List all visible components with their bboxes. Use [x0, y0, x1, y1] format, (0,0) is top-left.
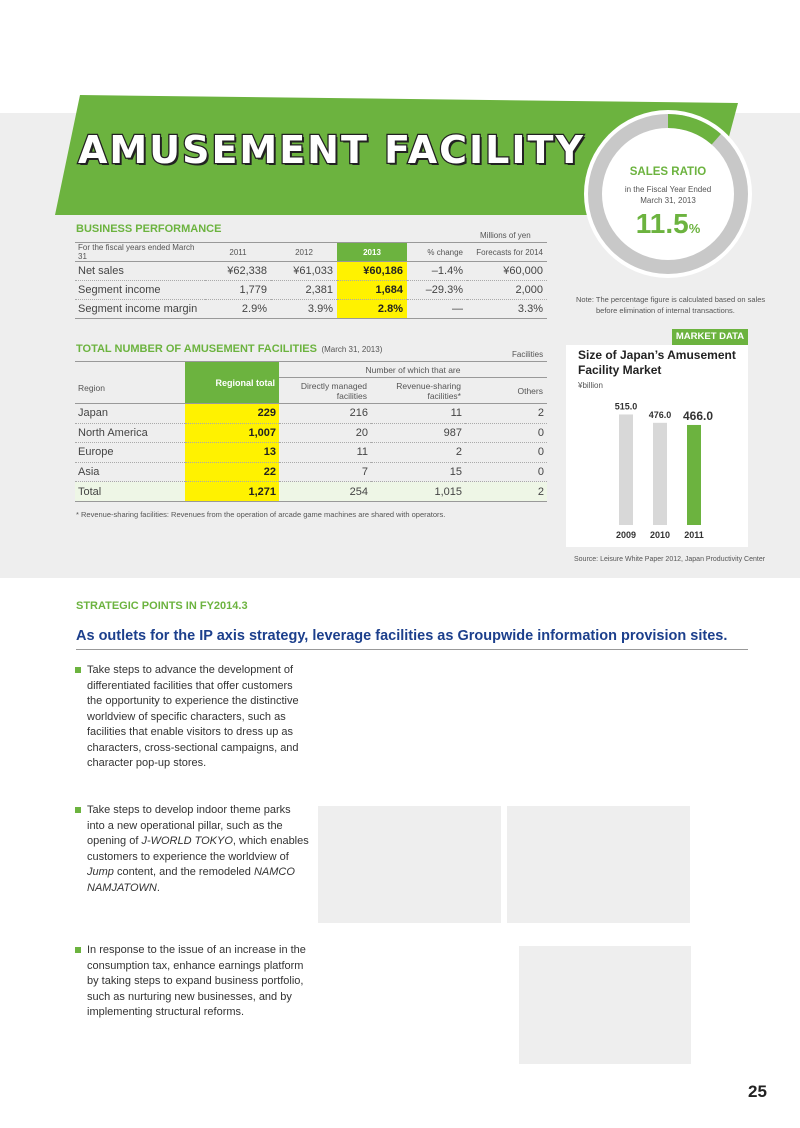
facilities-footnote: * Revenue-sharing facilities: Revenues from the operation of arcade game machines are shared with operators.	[76, 510, 446, 519]
bullet-italic: NAMCO NAMJATOWN	[87, 866, 295, 894]
header-revenue-sharing: Revenue-sharing facilities*	[371, 378, 465, 404]
market-title-1: Size of Japan’s Amusement	[578, 348, 736, 362]
cell: 2.9%	[205, 300, 271, 319]
cell: Total	[75, 482, 185, 502]
bullet-text: In response to the issue of an increase in the consumption tax, enhance earnings platform by taking steps to expand business portfolio, such as nurturing new businesses, and by implementing structural reforms.	[87, 944, 306, 1018]
bar-2009	[619, 414, 633, 525]
tick-label-2009: 2009	[615, 530, 637, 540]
cell: 7	[279, 462, 371, 482]
table-row	[75, 262, 547, 281]
cell: 2,381	[271, 281, 337, 300]
cell: 0	[465, 443, 547, 463]
table-row	[75, 404, 547, 424]
bullet-text: , which enables customers to experience the worldview of	[87, 835, 309, 863]
cell: 1,684	[337, 281, 407, 300]
header-cell: Forecasts for 2014	[467, 243, 547, 262]
table-header-row	[75, 243, 547, 262]
cell: –1.4%	[407, 262, 467, 281]
header-others: Others	[465, 378, 547, 404]
facilities-title: TOTAL NUMBER OF AMUSEMENT FACILITIES	[76, 343, 317, 355]
cell: 11	[279, 443, 371, 463]
sales-ratio-note-2: before elimination of internal transactions.	[596, 306, 735, 315]
tick-label-2010: 2010	[649, 530, 671, 540]
table-row	[75, 281, 547, 300]
value-label-2009: 515.0	[614, 401, 638, 412]
header-cell: 2012	[271, 243, 337, 262]
value-label-2010: 476.0	[648, 409, 672, 420]
header-regional-total: Regional total	[185, 362, 279, 404]
cell: ¥60,000	[467, 262, 547, 281]
cell: Segment income	[75, 281, 205, 300]
business-performance-unit: Millions of yen	[480, 231, 531, 240]
sales-ratio-ring	[582, 108, 754, 280]
table-row	[75, 423, 547, 443]
table-row	[75, 300, 547, 319]
bullet-square-icon	[75, 947, 81, 953]
cell: 0	[465, 423, 547, 443]
cell: 22	[185, 462, 279, 482]
cell: —	[407, 300, 467, 319]
tick-label-2011: 2011	[684, 530, 704, 540]
cell: ¥60,186	[337, 262, 407, 281]
cell: 229	[185, 404, 279, 424]
strategic-heading: STRATEGIC POINTS IN FY2014.3	[76, 600, 248, 612]
bullet-italic: J-WORLD TOKYO	[141, 835, 233, 847]
cell: Europe	[75, 443, 185, 463]
header-cell: % change	[407, 243, 467, 262]
sales-ratio-note-1: Note: The percentage figure is calculated based on sales	[576, 295, 766, 304]
cell: 2	[465, 482, 547, 502]
facilities-heading	[76, 339, 382, 357]
sales-ratio-value	[568, 208, 768, 240]
facilities-unit: Facilities	[512, 350, 544, 359]
bullet-text: Take steps to develop indoor theme parks into a new operational pillar, such as the opening of	[87, 804, 291, 847]
photo-placeholder	[519, 946, 691, 1064]
cell: 11	[371, 404, 465, 424]
header-direct: Directly managed facilities	[279, 378, 371, 404]
page-number: 25	[748, 1082, 767, 1101]
cell: 2	[371, 443, 465, 463]
cell: Japan	[75, 404, 185, 424]
bullet-item-2	[87, 803, 309, 896]
bullet-item-3	[87, 943, 309, 1021]
market-source: Source: Leisure White Paper 2012, Japan Productivity Center	[574, 556, 766, 563]
market-title-2: Facility Market	[578, 363, 662, 377]
cell: 1,015	[371, 482, 465, 502]
bullet-text: content, and the remodeled	[113, 866, 254, 878]
header-cell: For the fiscal years ended March 31	[75, 243, 205, 262]
page-title: AMUSEMENT FACILITY	[78, 128, 585, 172]
cell: Segment income margin	[75, 300, 205, 319]
bar-2011	[687, 425, 701, 525]
cell: 3.3%	[467, 300, 547, 319]
photo-placeholder	[507, 806, 690, 923]
market-data-tag: MARKET DATA	[672, 329, 748, 345]
cell: Asia	[75, 462, 185, 482]
facilities-date: (March 31, 2013)	[321, 345, 383, 354]
bullet-italic: Jump	[87, 866, 114, 878]
cell: 254	[279, 482, 371, 502]
table-row	[75, 443, 547, 463]
bullet-item-1	[87, 663, 309, 772]
cell: 20	[279, 423, 371, 443]
cell: 1,007	[185, 423, 279, 443]
table-total-row	[75, 482, 547, 502]
sales-ratio-label: SALES RATIO	[629, 166, 707, 178]
cell: 1,271	[185, 482, 279, 502]
cell: 15	[371, 462, 465, 482]
sales-ratio-unit: %	[688, 221, 701, 236]
cell: 0	[465, 462, 547, 482]
cell: 2,000	[467, 281, 547, 300]
bullet-text: Take steps to advance the development of differentiated facilities that offer customers the opportunity to experience the distinctive worldview of specific characters, such as facilities that enable visitors to dress up as characters, cross-sectional campaigns, and character pop-up stores.	[87, 664, 299, 769]
sales-ratio-period-1: in the Fiscal Year Ended	[624, 185, 712, 194]
market-unit: ¥billion	[578, 381, 603, 390]
cell: Net sales	[75, 262, 205, 281]
cell: 2.8%	[337, 300, 407, 319]
cell: 13	[185, 443, 279, 463]
sales-ratio-period-2: March 31, 2013	[640, 196, 696, 205]
cell: 987	[371, 423, 465, 443]
bullet-square-icon	[75, 807, 81, 813]
strategic-subheading: As outlets for the IP axis strategy, leverage facilities as Groupwide information provision sites.	[76, 628, 728, 644]
sales-ratio-number: 11.5	[635, 208, 689, 239]
cell: 2	[465, 404, 547, 424]
table-header-row	[75, 362, 547, 378]
facilities-table	[75, 361, 547, 502]
cell: –29.3%	[407, 281, 467, 300]
photo-placeholder	[318, 806, 501, 923]
header-region: Region	[75, 362, 185, 404]
value-label-2011: 466.0	[682, 408, 714, 423]
cell: North America	[75, 423, 185, 443]
table-row	[75, 462, 547, 482]
cell: ¥61,033	[271, 262, 337, 281]
cell: ¥62,338	[205, 262, 271, 281]
bullet-text: .	[156, 881, 160, 894]
bar-2010	[653, 423, 667, 525]
cell: 1,779	[205, 281, 271, 300]
business-performance-heading: BUSINESS PERFORMANCE	[76, 223, 222, 235]
cell: 216	[279, 404, 371, 424]
header-cell: 2011	[205, 243, 271, 262]
cell: 3.9%	[271, 300, 337, 319]
business-performance-table	[75, 242, 547, 319]
header-cell: 2013	[337, 243, 407, 262]
bullet-square-icon	[75, 667, 81, 673]
divider	[76, 649, 748, 650]
market-bar-chart	[566, 390, 748, 545]
header-group: Number of which that are	[279, 362, 547, 378]
